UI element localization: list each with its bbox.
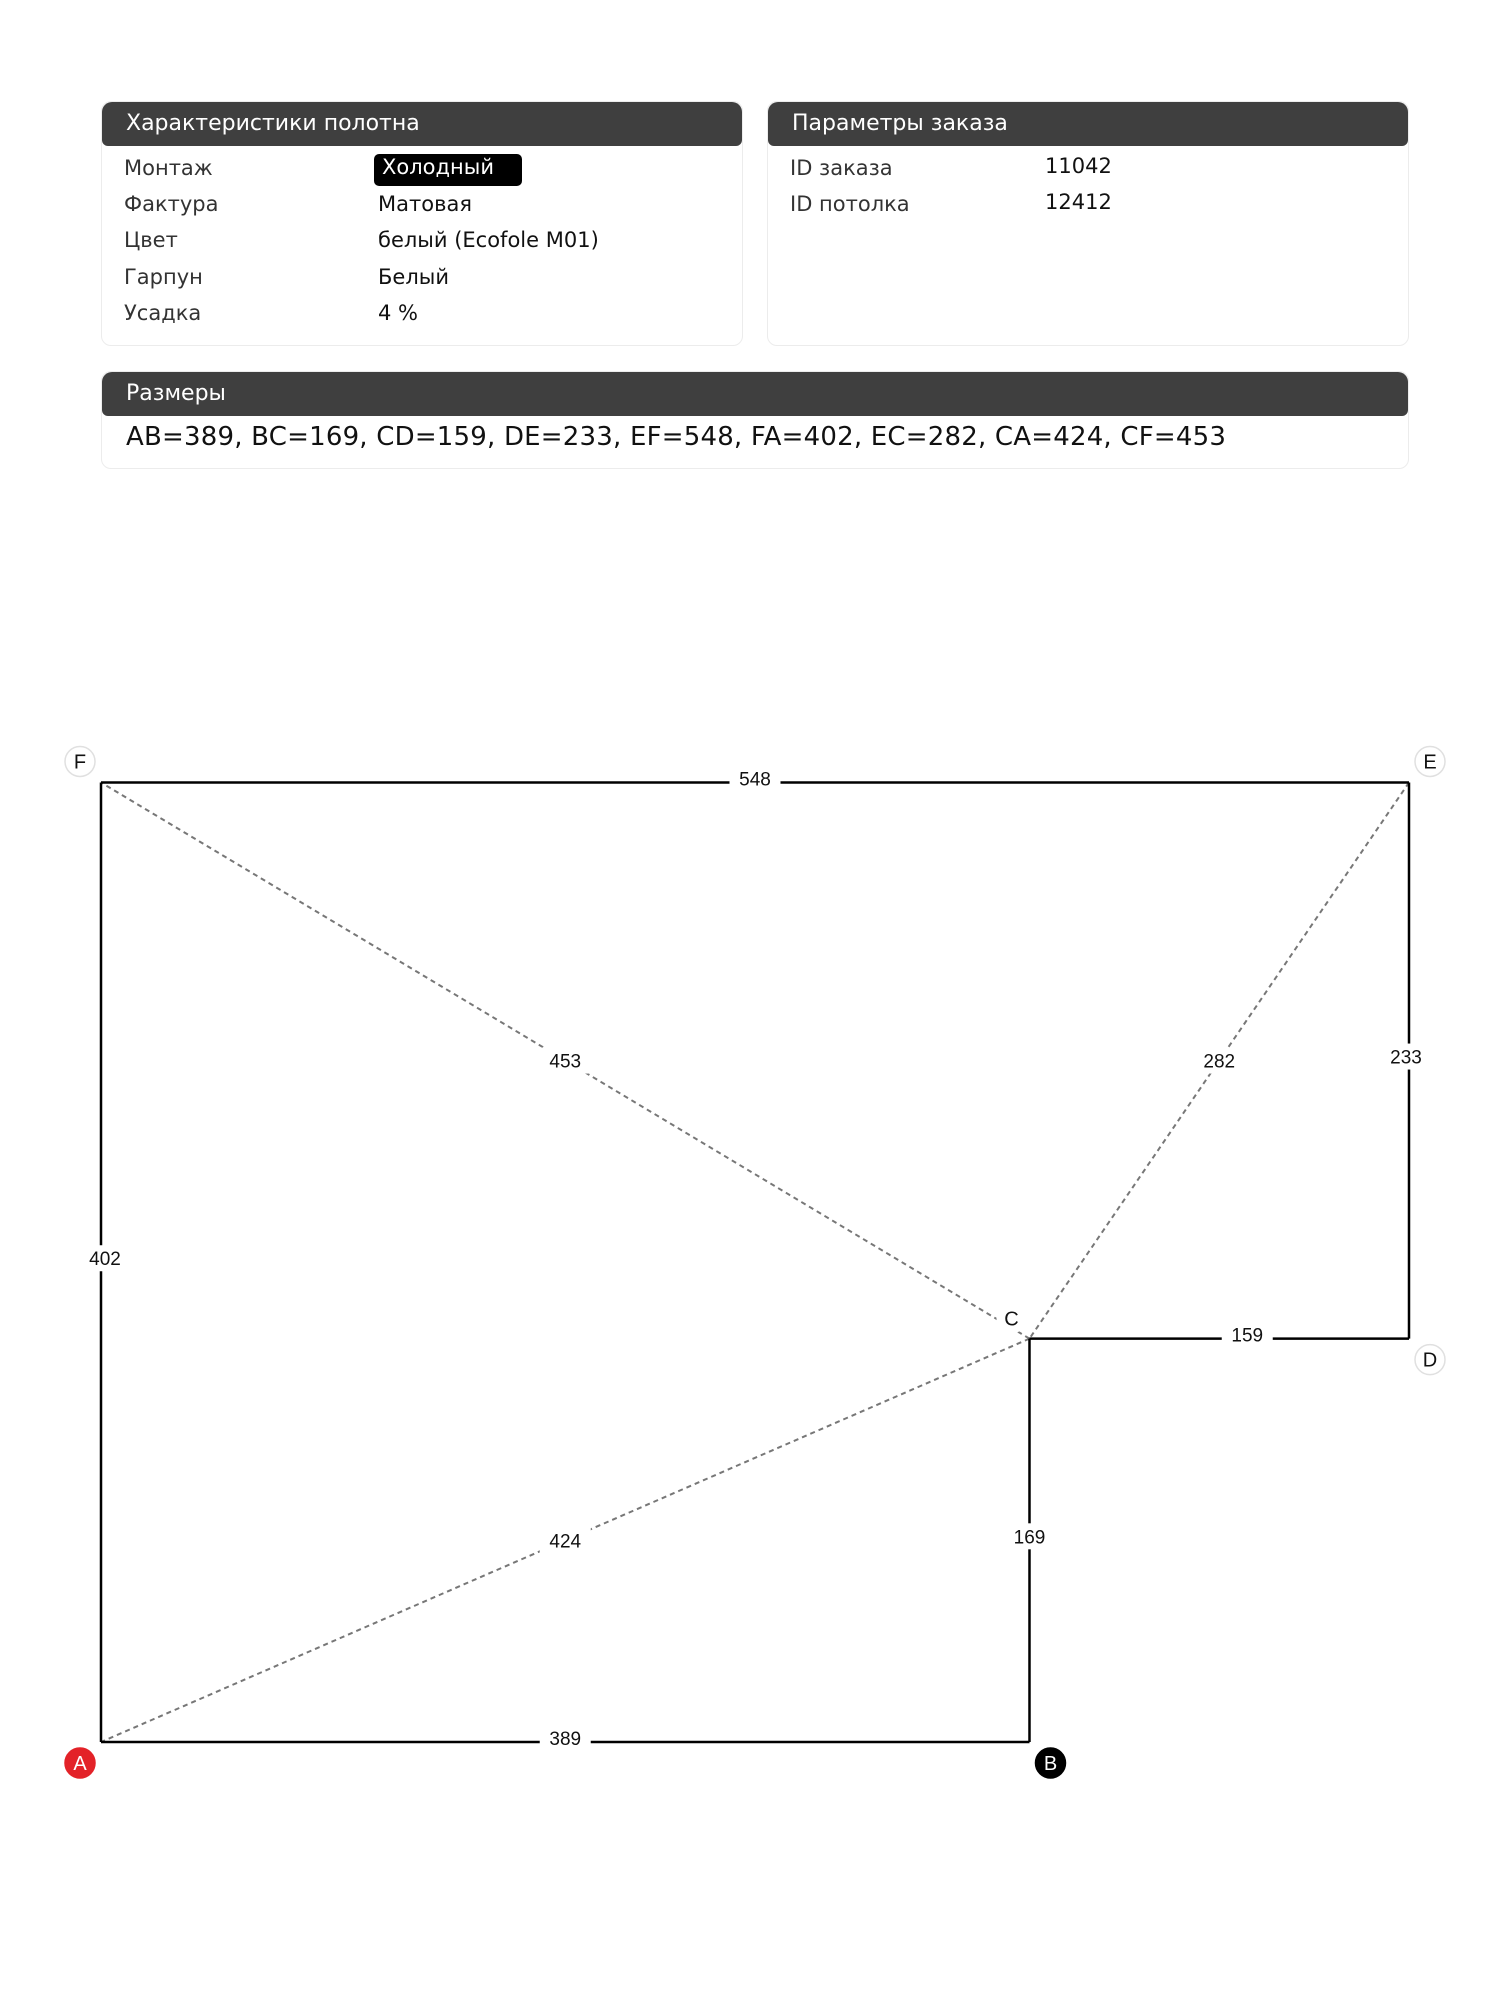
order-id-label: ID заказа [790, 156, 893, 180]
order-parameters-panel [767, 101, 1409, 346]
dims-panel-title: Размеры [102, 372, 1408, 416]
canvas-panel-title: Характеристики полотна [102, 102, 742, 146]
harpoon-label: Гарпун [124, 265, 203, 289]
plan-vertices [65, 746, 1445, 1778]
edge-length-CD: 159 [1231, 1325, 1264, 1347]
vertex-D-label: D [1422, 1349, 1438, 1372]
edge-length-EF: 548 [739, 769, 771, 791]
order-id-value: 11042 [1045, 154, 1112, 178]
diagonal-length-EC: 282 [1203, 1051, 1236, 1073]
ceiling-id-label: ID потолка [790, 192, 910, 216]
dimensions-list: AB=389, BC=169, CD=159, DE=233, EF=548, FA=402, EC=282, CA=424, CF=453 [126, 422, 1227, 452]
diagonal-length-CF: 453 [549, 1051, 582, 1073]
color-value: белый (Ecofole M01) [378, 228, 599, 252]
edge-length-BC: 169 [1013, 1527, 1046, 1549]
texture-value: Матовая [378, 192, 472, 216]
vertex-A-label: A [73, 1753, 87, 1775]
color-label: Цвет [124, 228, 178, 252]
plan-diagonals [101, 782, 1409, 1742]
order-panel-title: Параметры заказа [768, 102, 1408, 146]
vertex-C-label: C [1004, 1308, 1019, 1331]
texture-label: Фактура [124, 192, 219, 216]
plan-length-labels [80, 765, 1432, 1751]
dimensions-panel [101, 371, 1409, 469]
mount-badge: Холодный [374, 154, 522, 186]
plan-edges [101, 782, 1409, 1742]
mount-value [374, 154, 522, 186]
edge-length-AB: 389 [549, 1729, 582, 1750]
shrinkage-label: Усадка [124, 301, 202, 325]
vertex-E-label: E [1423, 751, 1437, 774]
shrinkage-value: 4 % [378, 301, 418, 325]
vertex-B-label: B [1043, 1753, 1058, 1775]
ceiling-id-value: 12412 [1045, 190, 1112, 214]
canvas-characteristics-panel [101, 101, 743, 346]
edge-length-DE: 233 [1390, 1047, 1422, 1069]
ceiling-plan [0, 700, 1500, 1900]
mount-label: Монтаж [124, 156, 213, 180]
vertex-F-label: F [73, 751, 87, 774]
edge-length-FA: 402 [89, 1249, 121, 1271]
harpoon-value: Белый [378, 265, 449, 289]
diagonal-length-CA: 424 [549, 1531, 582, 1553]
